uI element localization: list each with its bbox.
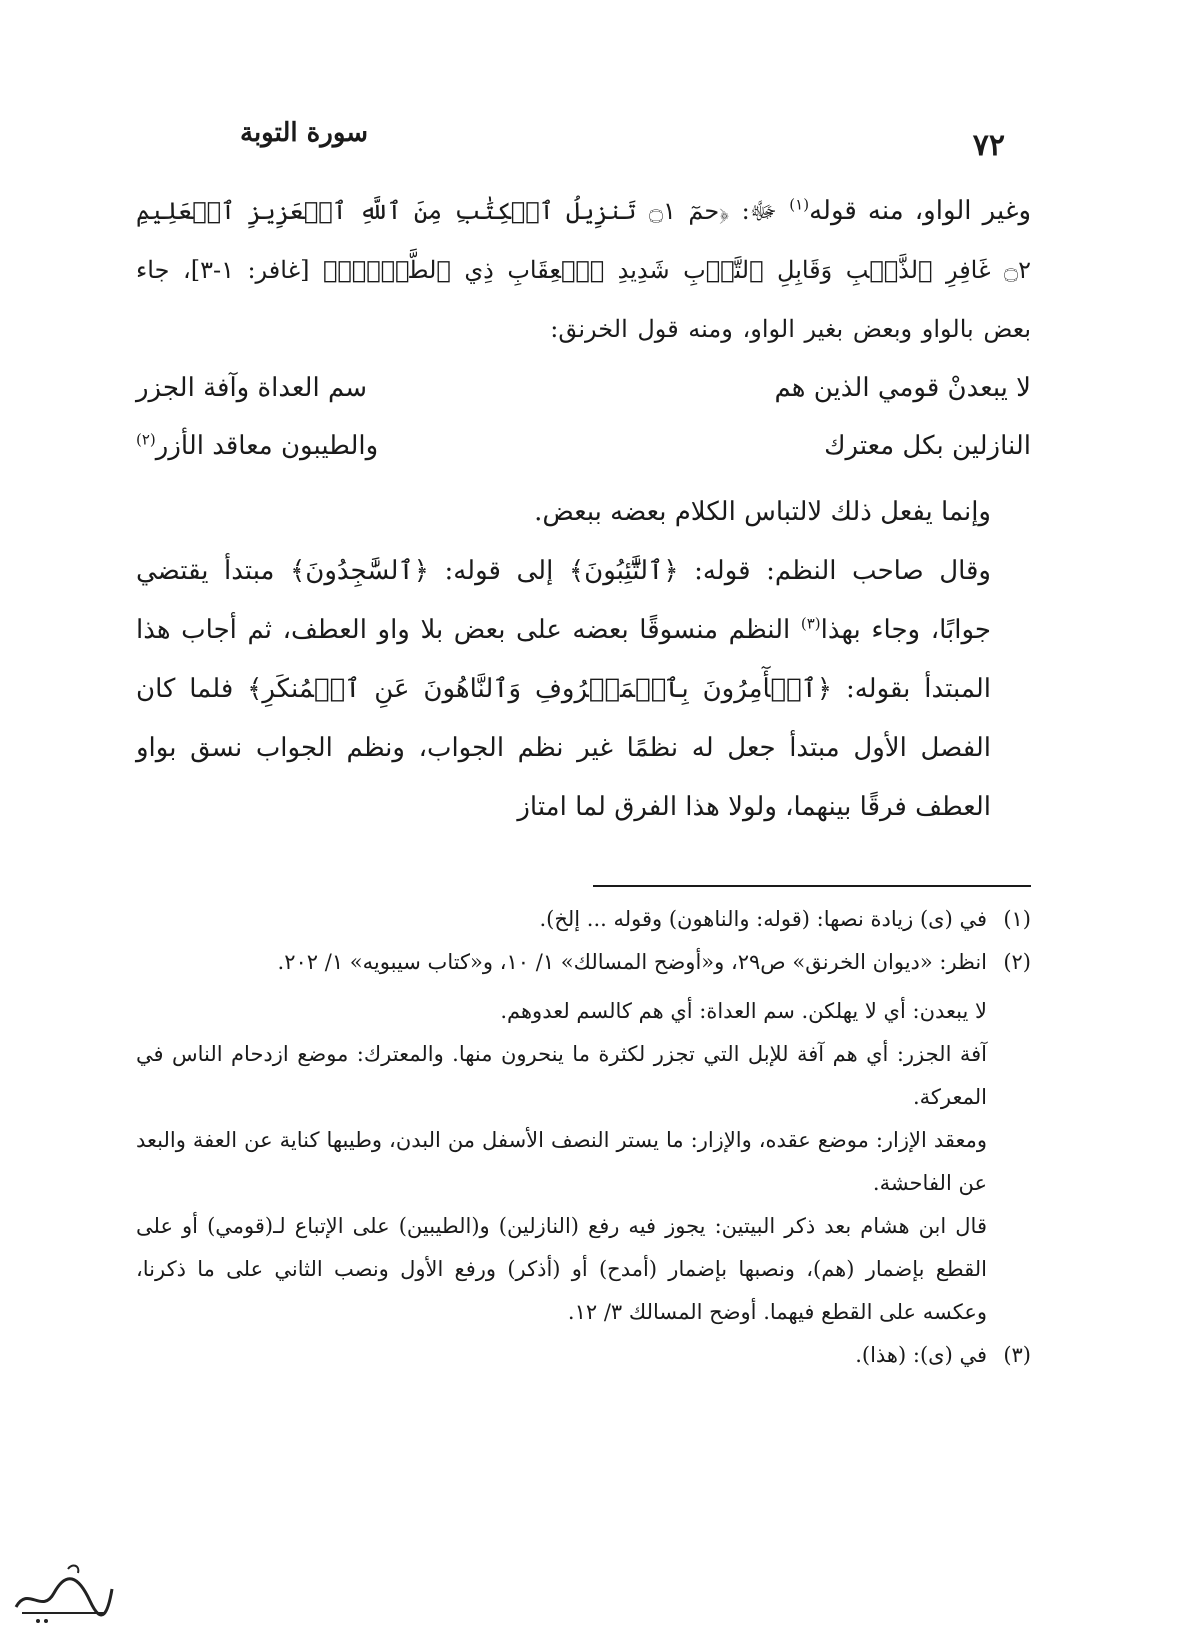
poem-line-1-right: لا يبعدنْ قومي الذين هم	[774, 373, 1031, 403]
footnote-ref-3: (٣)	[800, 614, 821, 633]
paragraph-1-text-b: ﷻ: ﴿حمٓ ۝١ تَنزِيلُ ٱلۡكِتَٰبِ مِنَ ٱللَّهِ ٱلۡعَزِيزِ ٱلۡعَلِيمِ ۝٢ غَافِرِ ٱلذَّنۢبِ وَقَابِلِ ٱلتَّوۡبِ شَدِيدِ ٱلۡعِقَابِ ذِي ٱلطَّوۡلِۖ﴾ [غافر: ١-٣]، جاء بعض بالواو وبعض بغير الواو، ومنه قول الخرنق:	[136, 197, 1031, 343]
logo-stroke-3	[68, 1566, 78, 1573]
footnote-2-number: (٢)	[1003, 950, 1031, 974]
footnote-3	[136, 1334, 1031, 1377]
footnotes	[136, 898, 1031, 1377]
surah-title: سورة التوبة	[240, 118, 369, 148]
footnote-3-number: (٣)	[1003, 1343, 1031, 1367]
poem-line-1-left: سم العداة وآفة الجزر	[136, 373, 368, 403]
poem-line-1	[136, 359, 1031, 417]
main-text	[136, 182, 1031, 837]
publisher-logo	[8, 1555, 118, 1635]
poem	[136, 359, 1031, 475]
footnote-1-text: في (ى) زيادة نصها: (قوله: والناهون) وقوله ... إلخ).	[539, 907, 987, 931]
footnote-2	[136, 941, 1031, 984]
footnote-divider	[593, 885, 1031, 887]
footnote-2-text: انظر: «ديوان الخرنق» ص٢٩، و«أوضح المسالك» ١/ ١٠، و«كتاب سيبويه» ١/ ٢٠٢.	[277, 950, 987, 974]
footnote-2-line-3: ومعقد الإزار: موضع عقده، والإزار: ما يستر النصف الأسفل من البدن، وطيبها كناية عن العفة والبعد عن الفاحشة.	[136, 1128, 987, 1195]
poem-line-2-left-wrap	[136, 417, 378, 475]
poem-line-2-left: والطيبون معاقد الأزر	[155, 431, 379, 461]
footnote-2-line-2: آفة الجزر: أي هم آفة للإبل التي تجزر لكثرة ما ينحرون منها. والمعترك: موضع ازدحام الناس في المعركة.	[136, 1042, 987, 1109]
paragraph-3-text-a: وقال صاحب النظم: قوله: ﴿ٱلتَّٰٓئِبُونَ﴾ إلى قوله: ﴿ٱلسَّٰجِدُونَ﴾ مبتدأ يقتضي جوابًا، وجاء بهذا	[136, 556, 991, 645]
poem-line-2-right: النازلين بكل معترك	[824, 431, 1031, 461]
footnote-2-line-1: لا يبعدن: أي لا يهلكن. سم العداة: أي هم كالسم لعدوهم.	[500, 999, 987, 1023]
footnote-3-text: في (ى): (هذا).	[855, 1343, 987, 1367]
page-header	[240, 112, 1005, 162]
logo-dot-1	[36, 1619, 40, 1623]
footnote-1-number: (١)	[1003, 907, 1031, 931]
logo-dot-2	[44, 1619, 48, 1623]
page-number: ٧٢	[972, 128, 1005, 163]
paragraph-3	[136, 542, 1031, 837]
footnote-1	[136, 898, 1031, 941]
footnote-2-line-4: قال ابن هشام بعد ذكر البيتين: يجوز فيه رفع (النازلين) و(الطيبين) على الإتباع لـ(قومي) أو على القطع بإضمار (هم)، ونصبها بإضمار (أمدح) أو (أذكر) ورفع الأول ونصب الثاني على ما ذكرنا، وعكسه على القطع فيهما. أوضح المسالك ٣/ ١٢.	[136, 1214, 987, 1324]
paragraph-1-text-a: وغير الواو، منه قوله	[809, 196, 1032, 226]
paragraph-3-text-b: النظم منسوقًا بعضه على بعض بلا واو العطف، ثم أجاب هذا المبتدأ بقوله: ﴿ٱلۡأٓمِرُونَ بِٱلۡمَعۡرُوفِ وَٱلنَّاهُونَ عَنِ ٱلۡمُنكَرِ﴾ فلما كان الفصل الأول مبتدأ جعل له نظمًا غير نظم الجواب، ونظم الجواب نسق بواو العطف فرقًا بينهما، ولولا هذا الفرق لما امتاز	[136, 615, 991, 822]
footnote-ref-2: (٢)	[136, 430, 156, 449]
poem-line-2	[136, 417, 1031, 475]
footnote-ref-1: (١)	[789, 195, 810, 214]
paragraph-1	[136, 182, 1031, 359]
paragraph-2: وإنما يفعل ذلك لالتباس الكلام بعضه ببعض.	[534, 497, 991, 527]
logo-stroke-1	[16, 1579, 112, 1615]
